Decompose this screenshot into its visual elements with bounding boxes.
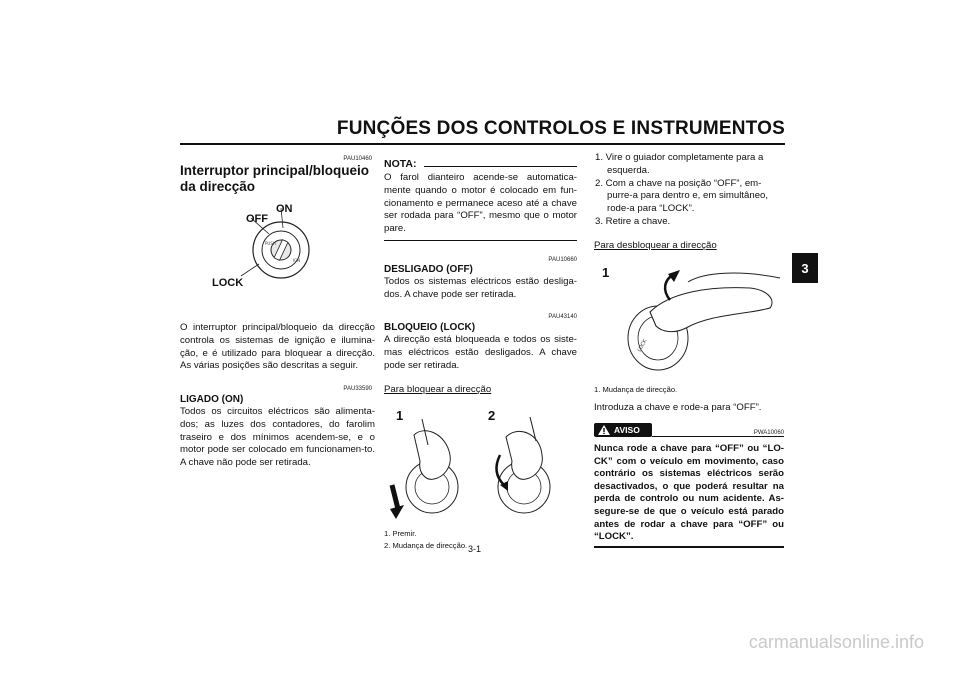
caption-1: 1. Premir.	[384, 529, 417, 538]
section-code: PAU10460	[343, 156, 372, 162]
nota-end-rule	[384, 240, 577, 241]
switch-label-on: ON	[276, 203, 293, 215]
watermark: carmanualsonline.info	[748, 632, 924, 652]
on-paragraph: Todos os circuitos eléctricos são alimenta-dos; as luzes dos contadores, do farolim traseiro e dos mínimos acendem-se, e o motor pode ser colocado em funcionamen-to. A chave não pode ser retirada.	[180, 406, 375, 469]
list-item: 2. Com a chave na posição “OFF”, em-purre-a para dentro e, em simultâneo, rode-a para “LOCK”.	[595, 177, 769, 215]
svg-text:LOCK: LOCK	[636, 338, 649, 353]
warning-label: AVISO	[614, 425, 640, 435]
off-paragraph: Todos os sistemas eléctricos estão desliga-dos. A chave pode ser retirada.	[384, 276, 577, 300]
figure-number-1: 1	[396, 408, 404, 423]
unlock-subheading: Para desbloquear a direcção	[594, 240, 717, 251]
page-title: FUNÇÕES DOS CONTROLOS E INSTRUMENTOS	[336, 118, 785, 139]
list-item: 1. Vire o guiador completamente para a esquerda.	[595, 152, 764, 176]
warning-triangle-icon	[597, 424, 611, 436]
lock-steering-illustration	[384, 415, 577, 525]
warning-top-rule	[652, 436, 784, 437]
page-number: 3-1	[468, 544, 482, 554]
svg-text:IGN: IGN	[293, 258, 301, 263]
section-code: PAU43140	[548, 314, 577, 320]
nota-label: NOTA:	[384, 158, 417, 170]
intro-paragraph: O interruptor principal/bloqueio da direcção controla os sistemas de ignição e ilumina-ção, e é utilizado para bloquear a direcção. As várias posições são descritas a seguir.	[180, 322, 375, 372]
caption-unlock: 1. Mudança de direcção.	[594, 385, 678, 394]
warning-bottom-rule	[594, 546, 784, 548]
off-heading: DESLIGADO (OFF)	[384, 264, 473, 275]
on-heading: LIGADO (ON)	[180, 394, 244, 405]
section-code: PAU10660	[548, 257, 577, 263]
lock-paragraph: A direcção está bloqueada e todos os siste-mas eléctricos estão desligados. A chave pode ser retirada.	[384, 334, 577, 371]
figure-number-2: 2	[488, 408, 496, 423]
switch-label-off: OFF	[246, 213, 268, 225]
nota-paragraph: O farol dianteiro acende-se automatica-mente quando o motor é colocado em fun-cionamento e permanece aceso até a chave ser rodada para “OFF”, mesmo que o motor pare.	[384, 172, 577, 235]
list-item: 3. Retire a chave.	[595, 215, 671, 227]
warning-paragraph: Nunca rode a chave para “OFF” ou “LO-CK” com o veículo em movimento, caso contrário os sistemas eléctricos serão desactivados, o que poderá resultar na perda de controlo ou num acidente. As-segure-se de que o veículo está parado antes de rodar a chave para “OFF” ou “LOCK”.	[594, 443, 784, 543]
svg-text:PUSH: PUSH	[265, 241, 276, 246]
lock-heading: BLOQUEIO (LOCK)	[384, 322, 476, 333]
section-code: PWA10060	[753, 430, 784, 436]
unlock-steering-illustration	[600, 262, 784, 380]
figure-number-1: 1	[602, 265, 610, 280]
switch-label-lock: LOCK	[212, 277, 244, 289]
unlock-paragraph: Introduza a chave e rode-a para “OFF”.	[594, 402, 762, 413]
warning-badge	[594, 423, 652, 437]
chapter-tab: 3	[792, 253, 818, 283]
header-rule	[180, 143, 785, 145]
section-heading: Interruptor principal/bloqueio da direcção	[180, 163, 369, 194]
lock-steps-list	[591, 152, 784, 229]
nota-rule	[424, 166, 577, 167]
caption-2: 2. Mudança de direcção.	[384, 541, 468, 550]
lock-subheading: Para bloquear a direcção	[384, 384, 492, 395]
section-code: PAU33590	[343, 386, 372, 392]
